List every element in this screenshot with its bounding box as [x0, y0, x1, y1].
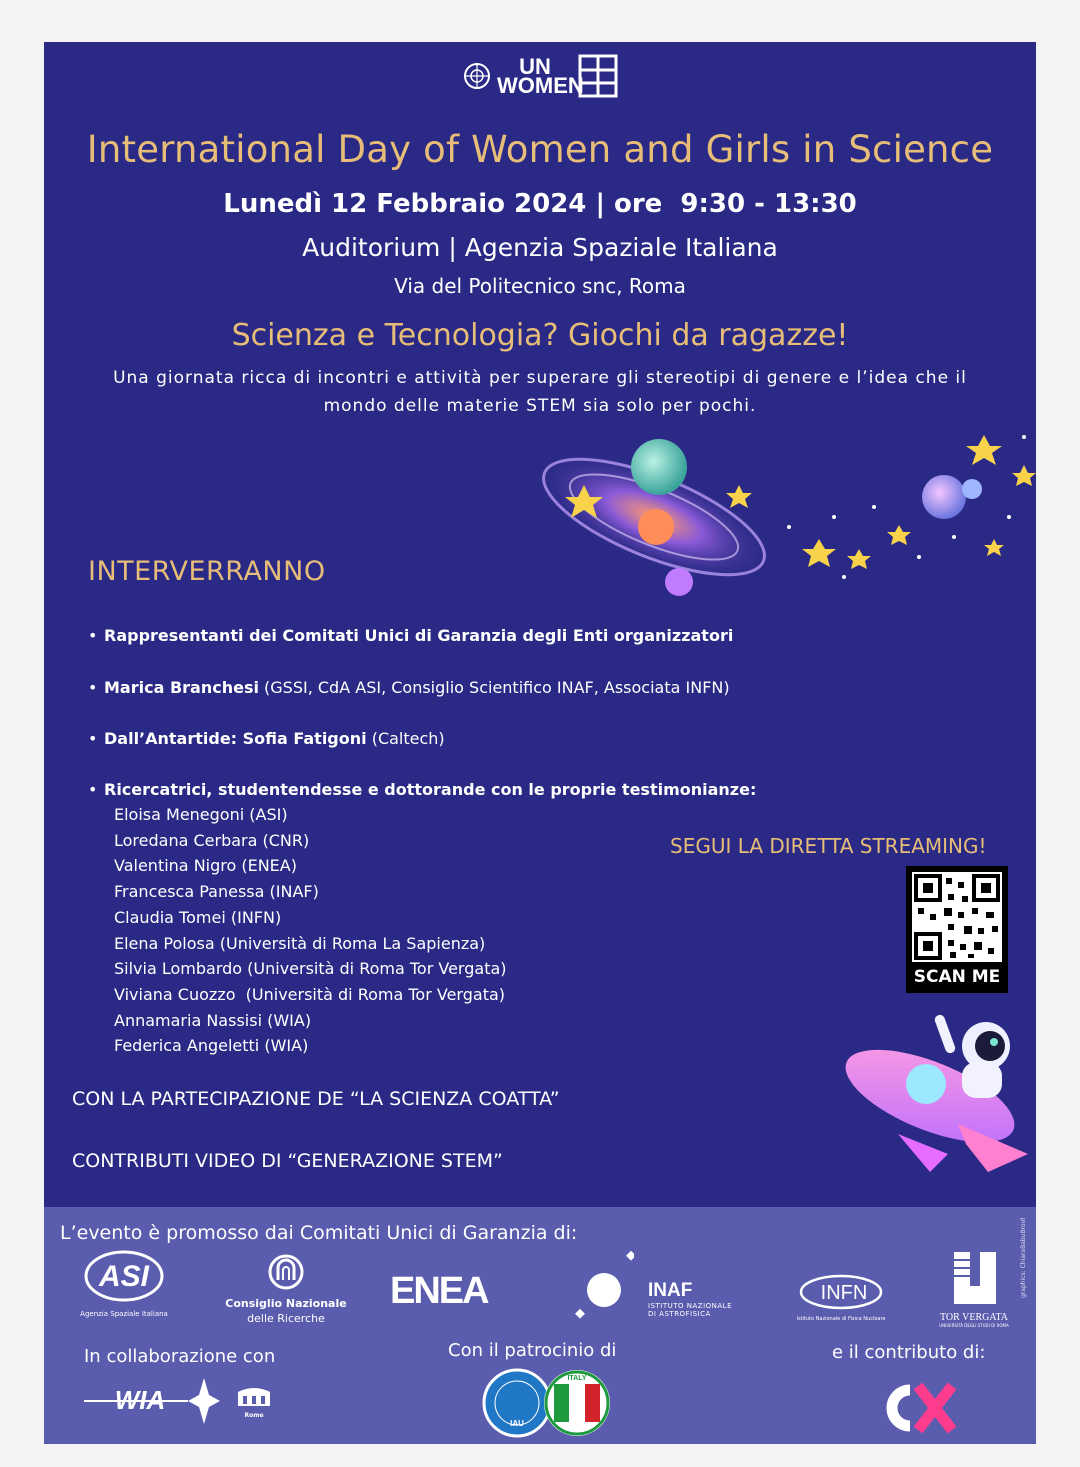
un-women-symbol-icon [578, 54, 618, 98]
bullet-icon: • [88, 678, 98, 697]
asi-logo-icon [74, 1248, 174, 1306]
graphics-credit-text: graphics: ChiaraBabuBroof [1020, 1218, 1027, 1298]
speaker-bullet-detail: (GSSI, CdA ASI, Consiglio Scientifico INAF, Associata INFN) [258, 678, 730, 697]
infn-logo-subtitle: Istituto Nazionale di Fisica Nucleare [796, 1316, 886, 1322]
tor-vergata-text: TOR VERGATA [939, 1312, 1008, 1323]
iau-logo-text: IAU [510, 1419, 524, 1428]
researchers-list [114, 802, 507, 1059]
cx-logo [876, 1380, 956, 1436]
bullet-icon: • [88, 780, 98, 799]
asi-logo [74, 1248, 174, 1318]
rome-logo-text: Rome [244, 1412, 264, 1419]
list-item: Francesca Panessa (INAF) [114, 882, 319, 902]
infn-logo-icon [796, 1268, 886, 1312]
qr-code[interactable] [906, 866, 1008, 993]
list-item: Annamaria Nassisi (WIA) [114, 1010, 312, 1030]
contributo-label: e il contributo di: [832, 1342, 986, 1363]
iau-italy-logos [482, 1368, 612, 1438]
poster [44, 42, 1036, 1444]
italy-logo-text: ITALY [567, 1375, 587, 1382]
event-address: Via del Politecnico snc, Roma [394, 274, 686, 298]
enea-logo: ENEA [390, 1270, 488, 1312]
speaker-bullet-bold: Marica Branchesi [104, 678, 259, 697]
inaf-logo [648, 1280, 732, 1318]
qr-code-pattern [912, 872, 1002, 962]
list-item: Claudia Tomei (INFN) [114, 907, 282, 927]
patrocinio-label: Con il patrocinio di [448, 1340, 617, 1361]
list-item: Viviana Cuozzo (Università di Roma Tor Vergata) [114, 984, 506, 1004]
partecipazione-label: CON LA PARTECIPAZIONE DE “LA SCIENZA COATTA” [72, 1088, 560, 1110]
collab-label: In collaborazione con [84, 1346, 276, 1367]
event-description: Una giornata ricca di incontri e attività per superare gli stereotipi di genere e l’idea che il mondo delle materie STEM sia solo per pochi. [113, 368, 967, 416]
speaker-bullet-3 [88, 729, 445, 748]
un-emblem-icon [462, 61, 492, 91]
event-venue: Auditorium | Agenzia Spaziale Italiana [302, 233, 778, 262]
speaker-bullet-bold: Dall’Antartide: Sofia Fatigoni [104, 729, 367, 748]
wia-logo [84, 1376, 220, 1426]
speaker-bullet-4 [88, 780, 756, 799]
list-item: Federica Angeletti (WIA) [114, 1036, 309, 1056]
inaf-logo-text: INAF [648, 1280, 693, 1301]
list-item: Loredana Cerbara (CNR) [114, 830, 310, 850]
event-tagline: Scienza e Tecnologia? Giochi da ragazze! [231, 318, 849, 353]
asi-logo-text: ASI [98, 1260, 150, 1293]
cnr-line-2: delle Ricerche [247, 1312, 325, 1325]
inaf-sub-1: ISTITUTO NAZIONALE [648, 1302, 733, 1310]
rome-logo [236, 1384, 272, 1419]
graphics-credit [1020, 1218, 1028, 1298]
contributi-label: CONTRIBUTI VIDEO DI “GENERAZIONE STEM” [72, 1150, 503, 1172]
speaker-bullet-detail: (Caltech) [366, 729, 445, 748]
list-item: Valentina Nigro (ENEA) [114, 856, 297, 876]
un-women-wordmark: UN WOMEN [497, 54, 584, 98]
inaf-logo-icon [574, 1250, 634, 1320]
astronaut-rocket-illustration [838, 1004, 1032, 1174]
streaming-label: SEGUI LA DIRETTA STREAMING! [670, 834, 987, 858]
infn-logo-text: INFN [820, 1282, 868, 1304]
list-item: Elena Polosa (Università di Roma La Sapienza) [114, 933, 486, 953]
speaker-bullet-bold: Rappresentanti dei Comitati Unici di Garanzia degli Enti organizzatori [104, 626, 734, 645]
speaker-bullet-2 [88, 678, 730, 697]
list-item: Silvia Lombardo (Università di Roma Tor Vergata) [114, 959, 507, 979]
cnr-logo [220, 1252, 352, 1326]
wia-logo-text: WIA [114, 1385, 166, 1415]
asi-logo-subtitle: Agenzia Spaziale Italiana [80, 1310, 168, 1318]
infn-logo [796, 1268, 886, 1322]
list-item: Eloisa Menegoni (ASI) [114, 805, 288, 824]
speaker-bullet-1 [88, 626, 733, 645]
tor-vergata-logo [928, 1248, 1020, 1328]
scan-me-label: SCAN ME [913, 967, 1001, 987]
promoted-by-label: L’evento è promosso dai Comitati Unici di Garanzia di: [60, 1222, 578, 1244]
event-title: International Day of Women and Girls in Science [86, 128, 994, 171]
event-date-time: Lunedì 12 Febbraio 2024 | ore 9:30 - 13:30 [223, 189, 857, 219]
cnr-line-1: Consiglio Nazionale [225, 1297, 347, 1310]
galaxy-illustration [524, 427, 1036, 607]
speaker-bullet-bold: Ricercatrici, studentendesse e dottorande con le proprie testimonianze: [104, 780, 757, 799]
un-women-logo [44, 54, 1036, 98]
cnr-logo-icon [220, 1252, 352, 1292]
qr-icon [912, 872, 1002, 962]
bullet-icon: • [88, 626, 98, 645]
bullet-icon: • [88, 729, 98, 748]
tor-vergata-logo-icon [928, 1248, 1020, 1308]
colosseum-icon [236, 1384, 272, 1408]
tor-vergata-subtitle: UNIVERSITÀ DEGLI STUDI DI ROMA [939, 1323, 1009, 1328]
inaf-sub-2: DI ASTROFISICA [648, 1310, 711, 1318]
speakers-heading: INTERVERRANNO [88, 556, 326, 587]
